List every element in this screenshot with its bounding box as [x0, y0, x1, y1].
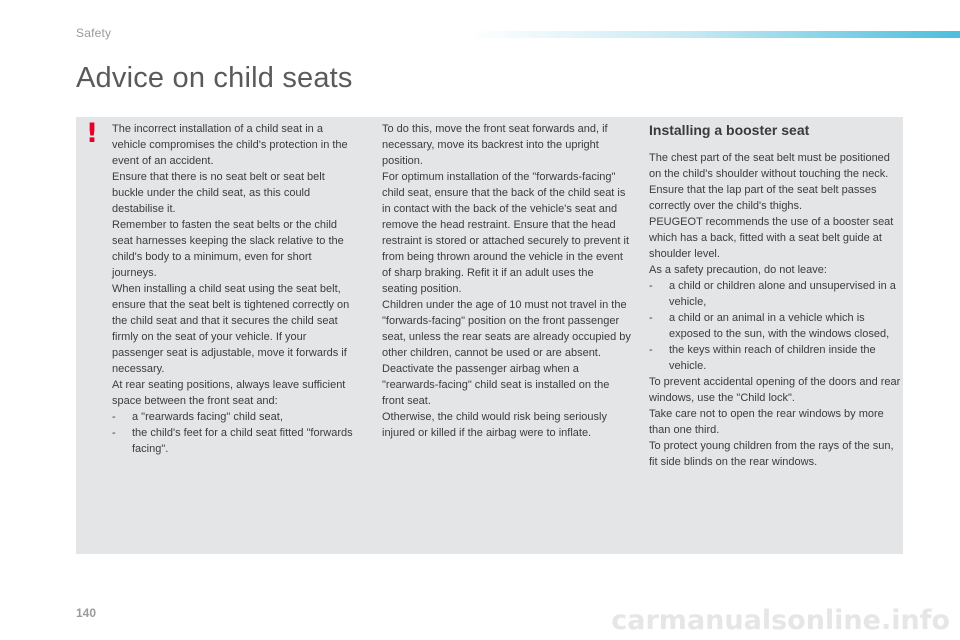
paragraph: To protect young children from the rays of the sun, fit side blinds on the rear windows.: [649, 440, 894, 468]
booster-seat-heading: Installing a booster seat: [649, 122, 810, 138]
exclamation-mark-icon: !: [85, 118, 99, 149]
page-number: 140: [76, 606, 97, 620]
front-seat-space-list: [112, 409, 358, 457]
booster-seat-column: [649, 150, 901, 470]
list-item: - the keys within reach of children inside the vehicle.: [649, 342, 901, 374]
paragraph: Take care not to open the rear windows by more than one third.: [649, 408, 884, 436]
warning-column-1: [112, 121, 358, 457]
list-item: - a child or an animal in a vehicle which is exposed to the sun, with the windows closed,: [649, 310, 901, 342]
header-accent-bar: [470, 31, 960, 38]
warning-column-2: [382, 121, 632, 441]
page-title: Advice on child seats: [76, 62, 353, 94]
list-item: - a "rearwards facing" child seat,: [112, 409, 358, 425]
paragraph: To do this, move the front seat forwards and, if necessary, move its backrest into the upright position.: [382, 123, 608, 167]
paragraph: PEUGEOT recommends the use of a booster seat which has a back, fitted with a seat belt guide at shoulder level.: [649, 216, 894, 260]
watermark: carmanualsonline.info: [611, 605, 950, 636]
paragraph: At rear seating positions, always leave sufficient space between the front seat and:: [112, 379, 346, 407]
paragraph: As a safety precaution, do not leave:: [649, 264, 827, 276]
list-item: - the child's feet for a child seat fitted "forwards facing".: [112, 425, 358, 457]
paragraph: Remember to fasten the seat belts or the child seat harnesses keeping the slack relative to the child's body to a minimum, even for short journeys.: [112, 219, 344, 279]
safety-precaution-list: [649, 278, 901, 374]
paragraph: To prevent accidental opening of the doors and rear windows, use the "Child lock".: [649, 376, 901, 404]
paragraph: Ensure that the lap part of the seat belt passes correctly over the child's thighs.: [649, 184, 877, 212]
paragraph: The chest part of the seat belt must be positioned on the child's shoulder without touching the neck.: [649, 152, 890, 180]
section-label: Safety: [76, 26, 112, 40]
list-item: - a child or children alone and unsupervised in a vehicle,: [649, 278, 901, 310]
paragraph: The incorrect installation of a child seat in a vehicle compromises the child's protection in the event of an accident.: [112, 123, 348, 167]
paragraph: Otherwise, the child would risk being seriously injured or killed if the airbag were to inflate.: [382, 411, 607, 439]
paragraph: Ensure that there is no seat belt or seat belt buckle under the child seat, as this could destabilise it.: [112, 171, 325, 215]
paragraph: Children under the age of 10 must not travel in the "forwards-facing" position on the front passenger seat, unless the rear seats are already occupied by other children, cannot be used or are absent.: [382, 299, 631, 359]
paragraph: For optimum installation of the "forwards-facing" child seat, ensure that the back of the child seat is in contact with the back of the vehicle's seat and remove the head restraint. Ensure that the head restraint is stored or attached securely to prevent it from being thrown around the vehicle in the event of sharp braking. Refit it if an adult uses the seating position.: [382, 171, 630, 295]
paragraph: Deactivate the passenger airbag when a "rearwards-facing" child seat is installed on the front seat.: [382, 363, 610, 407]
paragraph: When installing a child seat using the seat belt, ensure that the seat belt is tightened correctly on the child seat and that it secures the child seat firmly on the seat of your vehicle. If your passenger seat is adjustable, move it forwards if necessary.: [112, 283, 350, 375]
